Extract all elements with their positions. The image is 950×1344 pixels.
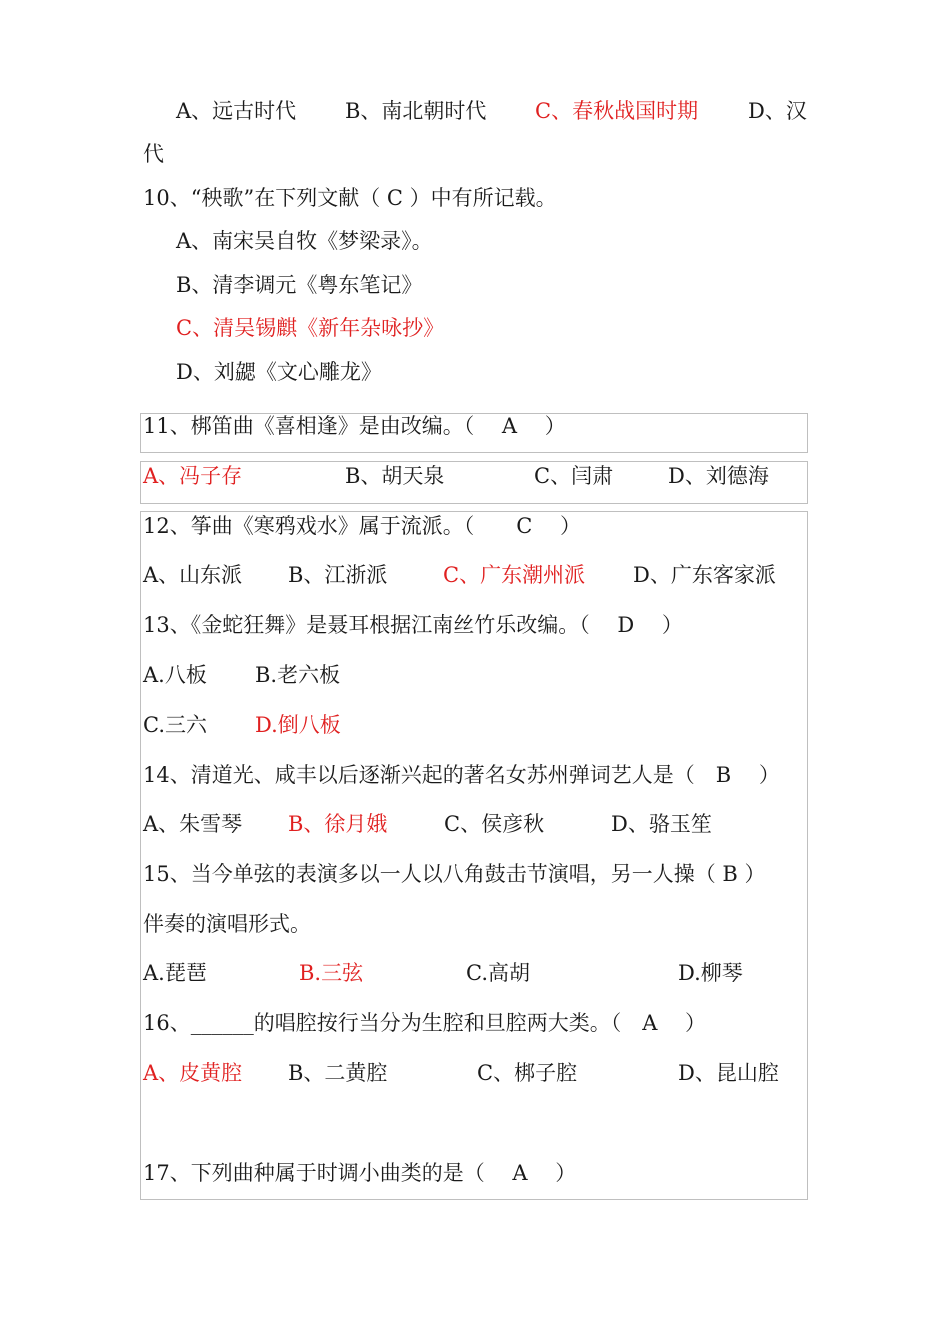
q15-option-d: D.柳琴 xyxy=(678,961,743,985)
q16-option-c: C、梆子腔 xyxy=(477,1061,578,1085)
q13-option-b: B.老六板 xyxy=(255,663,341,687)
q9-option-d: D、汉 xyxy=(748,99,807,123)
q15-option-b-answer: B.三弦 xyxy=(299,961,364,985)
q10-option-c-answer: C、清吴锡麒《新年杂咏抄》 xyxy=(176,316,445,340)
q14-option-d: D、骆玉笙 xyxy=(611,812,712,836)
q16-option-b: B、二黄腔 xyxy=(288,1061,388,1085)
q10-option-a: A、南宋吴自牧《梦梁录》。 xyxy=(176,229,433,253)
q15-question-line1: 15、当今单弦的表演多以一人以八角鼓击节演唱，另一人操（ B ） xyxy=(143,862,766,886)
q12-option-b: B、江浙派 xyxy=(288,563,388,587)
q17-question: 17、下列曲种属于时调小曲类的是（ A ） xyxy=(143,1161,577,1185)
q9-option-c-answer: C、春秋战国时期 xyxy=(535,99,699,123)
q13-question: 13、《金蛇狂舞》是聂耳根据江南丝竹乐改编。（ D ） xyxy=(143,613,683,637)
q9-option-b: B、南北朝时代 xyxy=(345,99,487,123)
q14-option-c: C、侯彦秋 xyxy=(444,812,545,836)
q14-question: 14、清道光、咸丰以后逐渐兴起的著名女苏州弹词艺人是（ B ） xyxy=(143,763,780,787)
q15-question-line2: 伴奏的演唱形式。 xyxy=(143,912,311,936)
q14-option-b-answer: B、徐月娥 xyxy=(288,812,388,836)
q12-option-d: D、广东客家派 xyxy=(633,563,776,587)
q12-option-a: A、山东派 xyxy=(143,563,243,587)
q12-option-c-answer: C、广东潮州派 xyxy=(443,563,586,587)
q12-question: 12、筝曲《寒鸦戏水》属于流派。（ C ） xyxy=(143,514,581,538)
q10-option-d: D、刘勰《文心雕龙》 xyxy=(176,360,382,384)
q13-option-c: C.三六 xyxy=(143,713,207,737)
q16-option-a-answer: A、皮黄腔 xyxy=(143,1061,243,1085)
q10-option-b: B、清李调元《粤东笔记》 xyxy=(176,273,423,297)
q11-option-b: B、胡天泉 xyxy=(345,464,445,488)
q16-option-d: D、昆山腔 xyxy=(678,1061,779,1085)
q16-question: 16、______的唱腔按行当分为生腔和旦腔两大类。（ A ） xyxy=(143,1011,707,1035)
q11-question: 11、梆笛曲《喜相逢》是由改编。（ A ） xyxy=(143,414,566,438)
q11-option-a-answer: A、冯子存 xyxy=(143,464,243,488)
q15-option-a: A.琵琶 xyxy=(143,961,207,985)
q9-option-d-wrap: 代 xyxy=(143,142,164,166)
q10-question: 10、“秧歌”在下列文献（ C ）中有所记载。 xyxy=(143,186,557,210)
q11-option-c: C、闫肃 xyxy=(534,464,614,488)
q11-option-d: D、刘德海 xyxy=(668,464,769,488)
q13-option-a: A.八板 xyxy=(143,663,207,687)
q15-option-c: C.高胡 xyxy=(466,961,530,985)
q9-option-a: A、远古时代 xyxy=(176,99,297,123)
q13-option-d-answer: D.倒八板 xyxy=(255,713,341,737)
q14-option-a: A、朱雪琴 xyxy=(143,812,243,836)
